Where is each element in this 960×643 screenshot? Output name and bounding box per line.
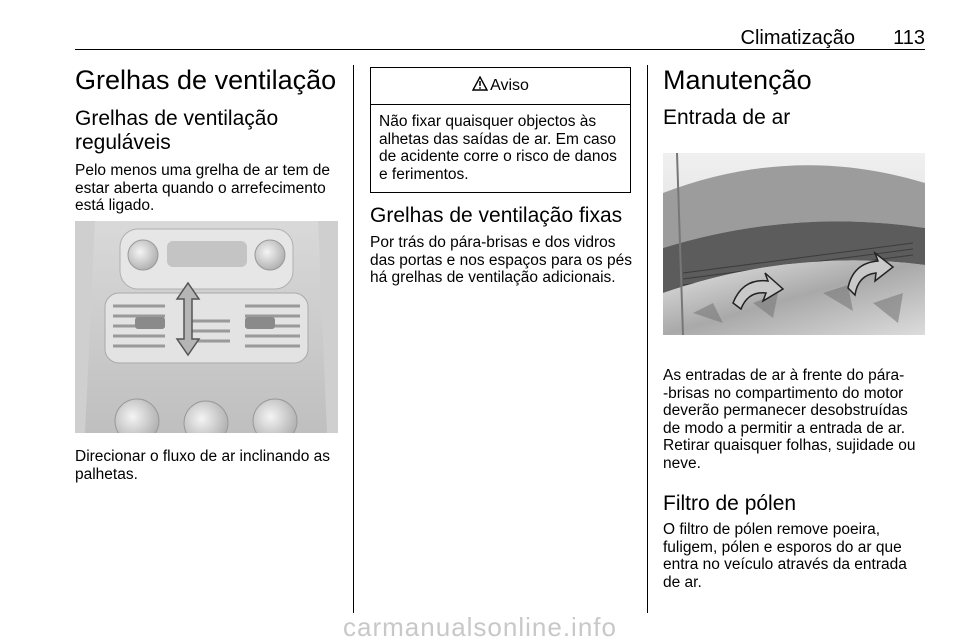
page-number: 113 xyxy=(893,27,925,49)
text-line: Por trás do pára-brisas e dos vidros xyxy=(370,234,616,251)
subsection-title-entrada: Entrada de ar xyxy=(663,106,791,129)
text-line: alhetas das saídas de ar. Em caso xyxy=(379,130,616,148)
header-rule xyxy=(75,49,925,50)
vent-illustration xyxy=(75,221,338,433)
subsection-title-line2: reguláveis xyxy=(75,131,171,154)
text-line: está ligado. xyxy=(75,197,155,214)
paragraph-filtro xyxy=(663,521,933,591)
text-line: palhetas. xyxy=(75,465,138,483)
paragraph-grelhas-reguláveis xyxy=(75,162,345,215)
text-line: há grelhas de ventilação adicionais. xyxy=(370,269,616,286)
section-title-manutencao: Manutenção xyxy=(663,65,812,95)
text-line: As entradas de ar à frente do pára- xyxy=(663,367,905,384)
warning-label: Aviso xyxy=(490,77,529,94)
warning-icon xyxy=(472,76,488,96)
text-line: -brisas no compartimento do motor xyxy=(663,384,904,402)
column-divider-left xyxy=(353,65,354,613)
text-line: das portas e nos espaços para os pés xyxy=(370,251,632,269)
text-line: de acidente corre o risco de danos xyxy=(379,148,617,165)
section-title-fixas: Grelhas de ventilação fixas xyxy=(370,204,623,227)
warning-header xyxy=(371,68,630,105)
subsection-title-filtro: Filtro de pólen xyxy=(663,492,797,515)
text-line: entra no veículo através da entrada xyxy=(663,556,907,573)
image-caption xyxy=(75,448,345,483)
text-line: deverão permanecer desobstruídas xyxy=(663,402,908,419)
text-line: e ferimentos. xyxy=(379,165,469,183)
text-line: estar aberta quando o arrefecimento xyxy=(75,179,326,197)
watermark: carmanualsonline.info xyxy=(343,612,617,642)
text-line: de modo a permitir a entrada de ar. xyxy=(663,419,906,437)
text-line: fuligem, pólen e esporos do ar que xyxy=(663,538,902,556)
text-line: Direcionar o fluxo de ar inclinando as xyxy=(75,448,331,465)
text-line: Pelo menos uma grelha de ar tem de xyxy=(75,162,331,179)
air-intake-illustration xyxy=(663,153,925,335)
column-divider-right xyxy=(647,65,648,613)
text-line: neve. xyxy=(663,454,701,472)
paragraph-entrada-de-ar xyxy=(663,367,933,472)
subsection-title-line1: Grelhas de ventilação xyxy=(75,107,279,130)
warning-text xyxy=(371,105,630,183)
running-header-title: Climatização xyxy=(740,27,855,49)
warning-box xyxy=(370,67,631,193)
text-line: Retirar quaisquer folhas, sujidade ou xyxy=(663,437,916,454)
text-line: Não fixar quaisquer objectos às xyxy=(379,113,597,130)
text-line: O filtro de pólen remove poeira, xyxy=(663,521,881,538)
text-line: de ar. xyxy=(663,573,702,591)
paragraph-fixas xyxy=(370,234,640,287)
section-title-grelhas: Grelhas de ventilação xyxy=(75,65,337,95)
